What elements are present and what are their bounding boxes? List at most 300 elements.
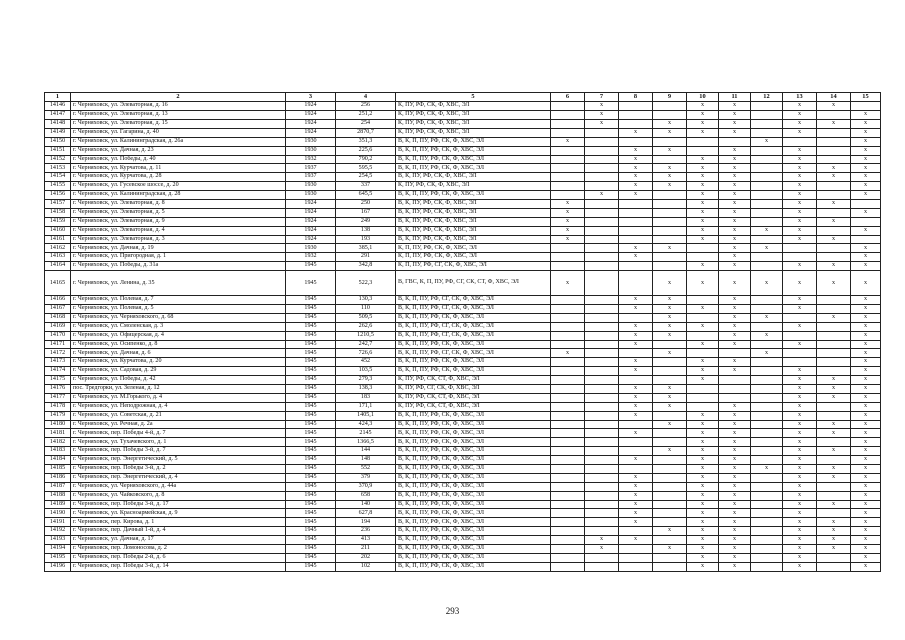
empty-cell [751, 447, 783, 456]
mark-cell: х [719, 438, 751, 447]
mark-cell: х [619, 182, 653, 191]
mark-cell: х [783, 491, 817, 500]
mark-cell: х [817, 262, 851, 271]
row-number-cell: 14194 [45, 545, 71, 554]
code-cell: В, К, П, ПУ, РФ, СК, Ф, ХВС, ЭЛ [396, 411, 551, 420]
year-cell: 1945 [286, 438, 336, 447]
row-number-cell: 14169 [45, 322, 71, 331]
code-cell: В, К, П, ПУ, РФ, СК, Ф, ХВС, ЭЛ [396, 527, 551, 536]
area-cell: 379 [336, 473, 396, 482]
mark-cell: х [719, 518, 751, 527]
year-cell: 1930 [286, 244, 336, 253]
area-cell: 193 [336, 235, 396, 244]
empty-cell [619, 420, 653, 429]
mark-cell: х [783, 429, 817, 438]
year-cell: 1945 [286, 358, 336, 367]
empty-cell [585, 447, 619, 456]
area-cell: 256 [336, 102, 396, 111]
table-row [45, 509, 881, 518]
empty-cell [551, 438, 585, 447]
mark-cell: х [653, 545, 687, 554]
mark-cell: х [783, 482, 817, 491]
row-number-cell: 14186 [45, 473, 71, 482]
year-cell: 1945 [286, 456, 336, 465]
row-number-cell: 14146 [45, 102, 71, 111]
year-cell: 1930 [286, 146, 336, 155]
mark-cell: х [783, 164, 817, 173]
area-cell: 144 [336, 447, 396, 456]
year-cell: 1924 [286, 226, 336, 235]
empty-cell [719, 137, 751, 146]
mark-cell: х [619, 402, 653, 411]
empty-cell [751, 217, 783, 226]
address-cell: г. Черняховск, ул. Неподрожная, д. 4 [71, 402, 286, 411]
empty-cell [551, 545, 585, 554]
table-row [45, 191, 881, 200]
empty-cell [751, 146, 783, 155]
mark-cell: х [851, 137, 881, 146]
empty-cell [751, 482, 783, 491]
mark-cell: х [851, 146, 881, 155]
year-cell: 1924 [286, 199, 336, 208]
area-cell: 110 [336, 305, 396, 314]
empty-cell [783, 358, 817, 367]
mark-cell: х [687, 429, 719, 438]
address-cell: г. Черняховск, ул. Черняховского, д. 68 [71, 313, 286, 322]
empty-cell [817, 367, 851, 376]
table-body [45, 93, 881, 572]
code-cell: В, К, П, ПУ, РФ, СК, Ф, ХВС, ЭЛ [396, 491, 551, 500]
mark-cell: х [851, 518, 881, 527]
area-cell: 262,6 [336, 322, 396, 331]
empty-cell [551, 429, 585, 438]
page-number: 293 [445, 606, 460, 616]
year-cell: 1937 [286, 164, 336, 173]
empty-cell [653, 473, 687, 482]
row-number-cell: 14165 [45, 271, 71, 296]
row-number-cell: 14161 [45, 235, 71, 244]
address-cell: г. Черняховск, пер. Победы 3-й, д. 14 [71, 562, 286, 571]
mark-cell: х [817, 313, 851, 322]
area-cell: 509,5 [336, 313, 396, 322]
empty-cell [653, 111, 687, 120]
mark-cell: х [653, 420, 687, 429]
mark-cell: х [687, 199, 719, 208]
empty-cell [585, 429, 619, 438]
empty-cell [585, 128, 619, 137]
empty-cell [719, 376, 751, 385]
code-cell: В, К, П, ПУ, РФ, СГ, СК, Ф, ХВС, ЭЛ [396, 296, 551, 305]
code-cell: К, ПУ, РФ, СК, Ф, ХВС, ЭЛ [396, 182, 551, 191]
code-cell: В, К, П, ПУ, РФ, СК, Ф, ХВС, ЭЛ [396, 482, 551, 491]
mark-cell: х [783, 447, 817, 456]
area-cell: 194 [336, 518, 396, 527]
row-number-cell: 14173 [45, 358, 71, 367]
mark-cell: х [851, 420, 881, 429]
mark-cell: х [719, 111, 751, 120]
mark-cell: х [817, 473, 851, 482]
row-number-cell: 14189 [45, 500, 71, 509]
mark-cell: х [653, 402, 687, 411]
table-row [45, 199, 881, 208]
area-cell: 242,7 [336, 340, 396, 349]
empty-cell [751, 173, 783, 182]
empty-cell [751, 411, 783, 420]
mark-cell: х [719, 429, 751, 438]
empty-cell [619, 349, 653, 358]
mark-cell: х [653, 244, 687, 253]
empty-cell [817, 128, 851, 137]
empty-cell [653, 438, 687, 447]
mark-cell: х [653, 313, 687, 322]
mark-cell: х [783, 438, 817, 447]
empty-cell [619, 447, 653, 456]
mark-cell: х [719, 358, 751, 367]
mark-cell: х [817, 429, 851, 438]
mark-cell: х [851, 305, 881, 314]
empty-cell [751, 358, 783, 367]
empty-cell [751, 111, 783, 120]
empty-cell [817, 411, 851, 420]
empty-cell [751, 322, 783, 331]
row-number-cell: 14160 [45, 226, 71, 235]
empty-cell [817, 322, 851, 331]
address-cell: г. Черняховск, ул. Тухачевского, д. 1 [71, 438, 286, 447]
column-header-10: 10 [687, 93, 719, 102]
empty-cell [653, 376, 687, 385]
code-cell: В, К, П, ПУ, РФ, СК, Ф, ХВС, ЭЛ [396, 358, 551, 367]
mark-cell: х [851, 456, 881, 465]
mark-cell: х [851, 553, 881, 562]
area-cell: 102 [336, 562, 396, 571]
code-cell: В, К, П, ПУ, РФ, СК, Ф, ХВС, ЭЛ [396, 500, 551, 509]
table-row [45, 429, 881, 438]
area-cell: 236 [336, 527, 396, 536]
mark-cell: х [783, 562, 817, 571]
empty-cell [751, 438, 783, 447]
code-cell: В, К, П, ПУ, РФ, СК, Ф, ХВС, ЭЛ [396, 562, 551, 571]
mark-cell: х [851, 296, 881, 305]
code-cell: В, К, ПУ, РФ, СК, Ф, ХВС, ЭЛ [396, 173, 551, 182]
empty-cell [851, 199, 881, 208]
address-cell: г. Черняховск, ул. Гусевское шоссе, д. 20 [71, 182, 286, 191]
mark-cell: х [619, 536, 653, 545]
row-number-cell: 14180 [45, 420, 71, 429]
register-table [44, 92, 881, 572]
area-cell: 790,2 [336, 155, 396, 164]
mark-cell: х [719, 253, 751, 262]
mark-cell: х [719, 164, 751, 173]
mark-cell: х [851, 119, 881, 128]
empty-cell [653, 536, 687, 545]
mark-cell: х [751, 226, 783, 235]
mark-cell: х [751, 137, 783, 146]
address-cell: г. Черняховск, пер. Ломоносова, д. 2 [71, 545, 286, 554]
empty-cell [551, 322, 585, 331]
year-cell: 1945 [286, 349, 336, 358]
empty-cell [585, 226, 619, 235]
mark-cell: х [687, 191, 719, 200]
mark-cell: х [719, 119, 751, 128]
row-number-cell: 14188 [45, 491, 71, 500]
empty-cell [851, 235, 881, 244]
mark-cell: х [719, 473, 751, 482]
mark-cell: х [783, 553, 817, 562]
area-cell: 645,5 [336, 191, 396, 200]
area-cell: 627,8 [336, 509, 396, 518]
empty-cell [551, 102, 585, 111]
mark-cell: х [783, 367, 817, 376]
area-cell: 351,3 [336, 137, 396, 146]
empty-cell [551, 553, 585, 562]
table-row [45, 518, 881, 527]
empty-cell [551, 253, 585, 262]
row-number-cell: 14177 [45, 393, 71, 402]
area-cell: 250 [336, 199, 396, 208]
empty-cell [551, 331, 585, 340]
year-cell: 1945 [286, 393, 336, 402]
empty-cell [619, 527, 653, 536]
code-cell: В, К, П, ПУ, РФ, СГ, СК, Ф, ХВС, ЭЛ [396, 349, 551, 358]
mark-cell: х [851, 429, 881, 438]
mark-cell: х [851, 473, 881, 482]
address-cell: г. Черняховск, пер. Победы 3-й, д. 2 [71, 465, 286, 474]
code-cell: В, К, ПУ, РФ, СК, Ф, ХВС, ЭЛ [396, 226, 551, 235]
mark-cell: х [719, 447, 751, 456]
mark-cell: х [619, 322, 653, 331]
row-number-cell: 14166 [45, 296, 71, 305]
mark-cell: х [719, 313, 751, 322]
mark-cell: х [619, 456, 653, 465]
year-cell: 1945 [286, 527, 336, 536]
mark-cell: х [851, 313, 881, 322]
empty-cell [653, 367, 687, 376]
mark-cell: х [687, 226, 719, 235]
mark-cell: х [783, 393, 817, 402]
year-cell: 1930 [286, 137, 336, 146]
year-cell: 1945 [286, 271, 336, 296]
column-header-4: 4 [336, 93, 396, 102]
address-cell: г. Черняховск, ул. Гагарина, д. 40 [71, 128, 286, 137]
year-cell: 1945 [286, 385, 336, 394]
address-cell: г. Черняховск, ул. Элеваторная, д. 4 [71, 226, 286, 235]
address-cell: г. Черняховск, пер. Дачный 1-й, д. 4 [71, 527, 286, 536]
year-cell: 1945 [286, 305, 336, 314]
year-cell: 1945 [286, 296, 336, 305]
empty-cell [551, 465, 585, 474]
area-cell: 103,5 [336, 367, 396, 376]
area-cell: 140 [336, 500, 396, 509]
address-cell: г. Черняховск, ул. Курчатова, д. 28 [71, 173, 286, 182]
row-number-cell: 14195 [45, 553, 71, 562]
empty-cell [817, 191, 851, 200]
code-cell: В, К, П, ПУ, РФ, СК, Ф, ХВС, ЭЛ [396, 509, 551, 518]
mark-cell: х [687, 322, 719, 331]
mark-cell: х [653, 164, 687, 173]
empty-cell [751, 429, 783, 438]
mark-cell: х [851, 465, 881, 474]
empty-cell [619, 119, 653, 128]
year-cell: 1945 [286, 402, 336, 411]
empty-cell [551, 173, 585, 182]
code-cell: В, К, П, ПУ, РФ, СК, Ф, ХВС, ЭЛ [396, 155, 551, 164]
table-row [45, 553, 881, 562]
empty-cell [585, 376, 619, 385]
mark-cell: х [851, 322, 881, 331]
area-cell: 1210,5 [336, 331, 396, 340]
mark-cell: х [851, 271, 881, 296]
address-cell: г. Черняховск, ул. Калининградская, д. 28 [71, 191, 286, 200]
mark-cell: х [783, 509, 817, 518]
year-cell: 1945 [286, 562, 336, 571]
area-cell: 138,3 [336, 385, 396, 394]
mark-cell: х [619, 155, 653, 164]
mark-cell: х [687, 491, 719, 500]
empty-cell [585, 553, 619, 562]
column-header-7: 7 [585, 93, 619, 102]
table-row [45, 545, 881, 554]
code-cell: К, ПУ, РФ, СГ, СК, Ф, ХВС, ЭЛ [396, 385, 551, 394]
empty-cell [585, 518, 619, 527]
empty-cell [751, 340, 783, 349]
mark-cell: х [687, 482, 719, 491]
table-row [45, 562, 881, 571]
year-cell: 1945 [286, 331, 336, 340]
mark-cell: х [719, 191, 751, 200]
mark-cell: х [719, 402, 751, 411]
empty-cell [719, 349, 751, 358]
mark-cell: х [551, 137, 585, 146]
address-cell: г. Черняховск, ул. Калининградская, д. 26а [71, 137, 286, 146]
year-cell: 1945 [286, 429, 336, 438]
column-header-5: 5 [396, 93, 551, 102]
table-row [45, 456, 881, 465]
empty-cell [585, 235, 619, 244]
empty-cell [551, 420, 585, 429]
code-cell: В, К, П, ПУ, РФ, СК, Ф, ХВС, ЭЛ [396, 146, 551, 155]
mark-cell: х [619, 244, 653, 253]
area-cell: 385,1 [336, 244, 396, 253]
address-cell: г. Черняховск, ул. Курчатова, д. 11 [71, 164, 286, 173]
empty-cell [653, 482, 687, 491]
mark-cell: х [783, 527, 817, 536]
mark-cell: х [619, 385, 653, 394]
empty-cell [751, 562, 783, 571]
empty-cell [751, 164, 783, 173]
row-number-cell: 14163 [45, 253, 71, 262]
code-cell: В, К, ПУ, РФ, СК, Ф, ХВС, ЭЛ [396, 217, 551, 226]
empty-cell [551, 262, 585, 271]
table-row [45, 491, 881, 500]
address-cell: г. Черняховск, ул. Садовая, д. 29 [71, 367, 286, 376]
table-row [45, 262, 881, 271]
empty-cell [751, 208, 783, 217]
mark-cell: х [851, 262, 881, 271]
empty-cell [619, 137, 653, 146]
empty-cell [551, 385, 585, 394]
mark-cell: х [783, 545, 817, 554]
mark-cell: х [851, 253, 881, 262]
area-cell: 279,3 [336, 376, 396, 385]
address-cell: г. Черняховск, ул. Дачная, д. 19 [71, 244, 286, 253]
area-cell: 595,5 [336, 164, 396, 173]
address-cell: г. Черняховск, ул. Победы, д. 42 [71, 376, 286, 385]
mark-cell: х [719, 509, 751, 518]
empty-cell [585, 500, 619, 509]
address-cell: г. Черняховск, ул. Смоленская, д. 3 [71, 322, 286, 331]
mark-cell: х [687, 173, 719, 182]
empty-cell [585, 385, 619, 394]
code-cell: К, ПУ, РФ, СК, Ф, ХВС, ЭЛ [396, 128, 551, 137]
empty-cell [585, 146, 619, 155]
empty-cell [751, 199, 783, 208]
row-number-cell: 14181 [45, 429, 71, 438]
code-cell: В, К, П, ПУ, РФ, СК, Ф, ХВС, ЭЛ [396, 438, 551, 447]
area-cell: 2870,7 [336, 128, 396, 137]
empty-cell [585, 562, 619, 571]
table-row [45, 146, 881, 155]
code-cell: В, К, П, ПУ, РФ, СК, Ф, ХВС, ЭЛ [396, 465, 551, 474]
empty-cell [585, 322, 619, 331]
address-cell: г. Черняховск, ул. Курчатова, д. 20 [71, 358, 286, 367]
mark-cell: х [719, 217, 751, 226]
year-cell: 1924 [286, 235, 336, 244]
row-number-cell: 14182 [45, 438, 71, 447]
mark-cell: х [783, 226, 817, 235]
mark-cell: х [851, 491, 881, 500]
empty-cell [751, 253, 783, 262]
mark-cell: х [851, 438, 881, 447]
address-cell: г. Черняховск, пер. Энергетический, д. 5 [71, 456, 286, 465]
empty-cell [551, 456, 585, 465]
row-number-cell: 14190 [45, 509, 71, 518]
mark-cell: х [783, 473, 817, 482]
table-row [45, 173, 881, 182]
mark-cell: х [817, 199, 851, 208]
empty-cell [751, 262, 783, 271]
table-row [45, 217, 881, 226]
mark-cell: х [653, 385, 687, 394]
empty-cell [551, 367, 585, 376]
empty-cell [551, 411, 585, 420]
mark-cell: х [719, 545, 751, 554]
row-number-cell: 14170 [45, 331, 71, 340]
mark-cell: х [817, 235, 851, 244]
table-row [45, 385, 881, 394]
mark-cell: х [783, 235, 817, 244]
table-row [45, 527, 881, 536]
empty-cell [585, 509, 619, 518]
empty-cell [751, 473, 783, 482]
empty-cell [619, 235, 653, 244]
mark-cell: х [719, 296, 751, 305]
mark-cell: х [653, 173, 687, 182]
row-number-cell: 14147 [45, 111, 71, 120]
empty-cell [751, 305, 783, 314]
table-row [45, 111, 881, 120]
empty-cell [783, 331, 817, 340]
mark-cell: х [851, 367, 881, 376]
table-row [45, 465, 881, 474]
column-header-8: 8 [619, 93, 653, 102]
column-header-14: 14 [817, 93, 851, 102]
empty-cell [585, 438, 619, 447]
year-cell: 1945 [286, 509, 336, 518]
address-cell: г. Черняховск, ул. Офицерская, д. 4 [71, 331, 286, 340]
mark-cell: х [851, 208, 881, 217]
empty-cell [585, 349, 619, 358]
empty-cell [817, 182, 851, 191]
